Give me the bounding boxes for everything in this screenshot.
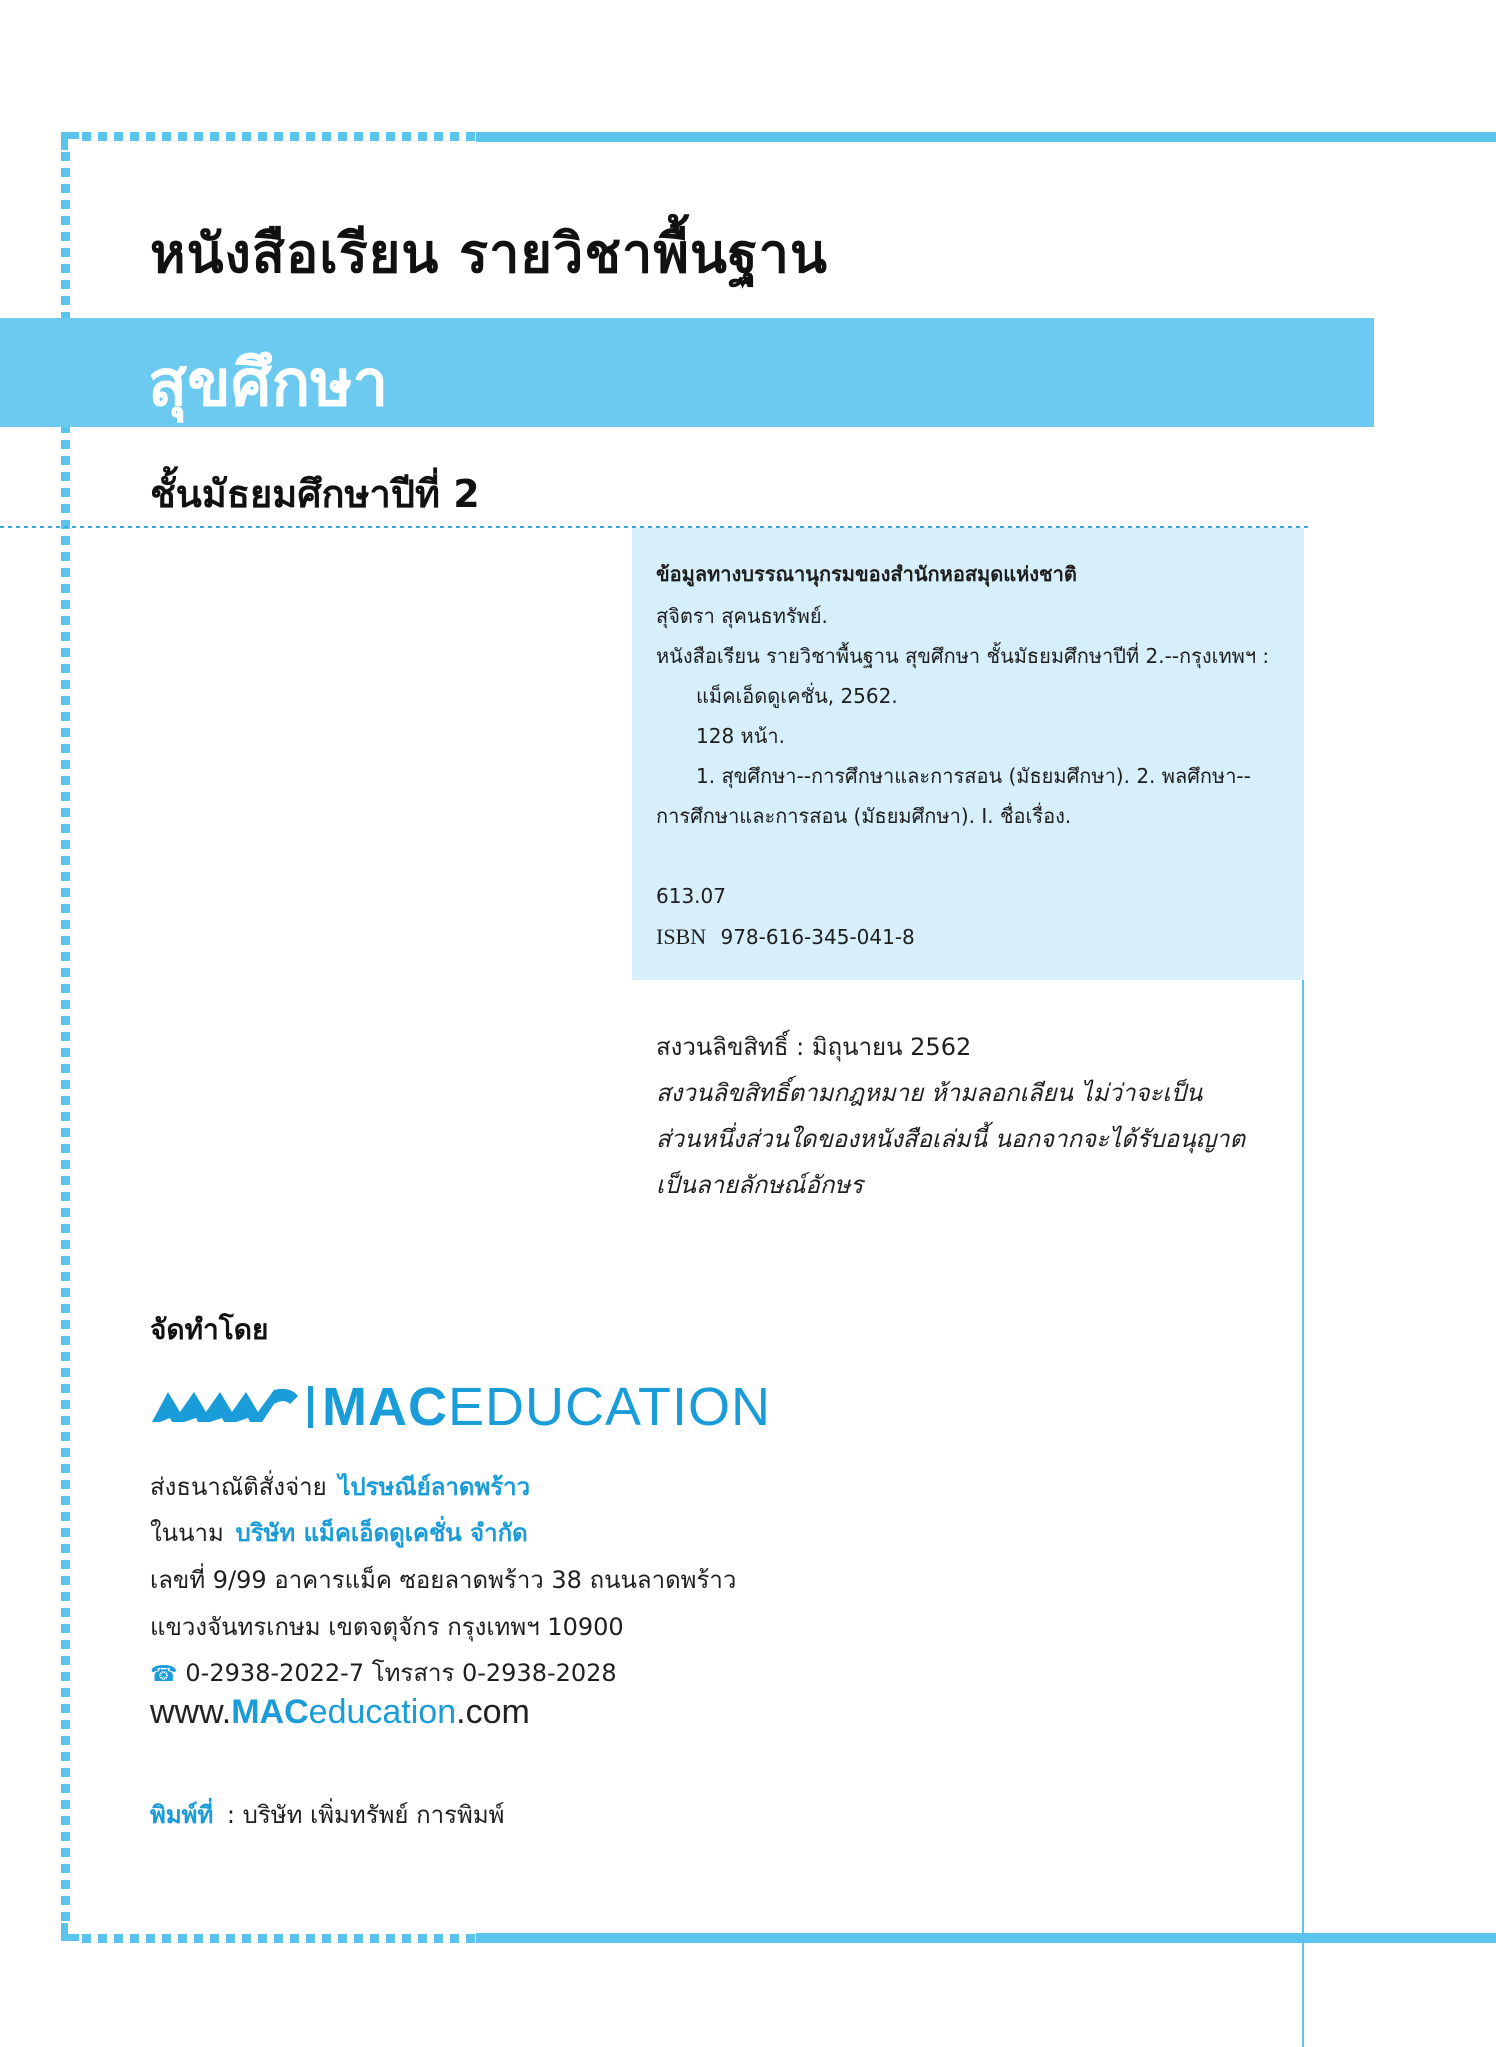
subject-banner [0,318,1374,427]
grade-level: ชั้นมัธยมศึกษาปีที่ 2 [150,472,480,516]
catalog-publisher: แม็คเอ็ดดูเคชั่น, 2562. [696,684,898,708]
phone-value: 0-2938-2022-7 โทรสาร 0-2938-2028 [185,1659,617,1687]
frame-top-dotted-border [82,132,476,141]
frame-right-thin-line [1302,980,1304,2047]
catalog-isbn [656,924,915,950]
name-prefix: ในนาม [150,1519,224,1547]
name-line [150,1513,528,1552]
frame-bottom-left-corner [61,1923,79,1941]
copyright-date: สงวนลิขสิทธิ์ : มิถุนายน 2562 [656,1033,972,1061]
address-line-1: เลขที่ 9/99 อาคารแม็ค ซอยลาดพร้าว 38 ถนนลาดพร้าว [150,1566,737,1594]
order-line [150,1467,530,1506]
name-value: บริษัท แม็คเอ็ดดูเคชั่น จำกัด [235,1519,528,1547]
isbn-label: ISBN [656,924,707,949]
catalog-pages: 128 หน้า. [696,724,785,748]
order-prefix: ส่งธนาณัติสั่งจ่าย [150,1473,327,1501]
catalog-subjects-2: การศึกษาและการสอน (มัธยมศึกษา). I. ชื่อเรื่อง. [656,804,1072,828]
catalog-heading: ข้อมูลทางบรรณานุกรมของสำนักหอสมุดแห่งชาติ [656,562,1077,586]
frame-top-left-corner [61,132,79,150]
printer-line [150,1795,504,1834]
url-prefix: www. [150,1693,232,1731]
logo-mac: MAC [322,1377,448,1437]
phone-icon: ☎ [150,1662,178,1687]
frame-bottom-solid-border [476,1933,1496,1943]
logo-education: EDUCATION [447,1377,771,1437]
subject-title: สุขศึกษา [148,347,389,421]
printer-label: พิมพ์ที่ [150,1801,214,1829]
frame-bottom-dotted-border [82,1934,476,1943]
copyright-notice-1: สงวนลิขสิทธิ์ตามกฎหมาย ห้ามลอกเลียน ไม่ว่าจะเป็น [656,1079,1203,1107]
producer-heading: จัดทำโดย [150,1313,269,1346]
book-series-title: หนังสือเรียน รายวิชาพื้นฐาน [150,222,828,285]
catalog-title: หนังสือเรียน รายวิชาพื้นฐาน สุขศึกษา ชั้นมัธยมศึกษาปีที่ 2.--กรุงเทพฯ : [656,644,1270,668]
url-bold: MAC [231,1693,309,1731]
order-value: ไปรษณีย์ลาดพร้าว [338,1473,531,1501]
catalog-author: สุจิตรา สุคนธทรัพย์. [656,604,828,628]
catalog-subjects-1: 1. สุขศึกษา--การศึกษาและการสอน (มัธยมศึกษา). 2. พลศึกษา-- [696,764,1251,788]
phone-line [150,1653,617,1692]
address-line-2: แขวงจันทรเกษม เขตจตุจักร กรุงเทพฯ 10900 [150,1613,624,1641]
url-mid: education [308,1693,457,1731]
catalog-box [632,528,1304,980]
logo-wordmark [322,1376,771,1438]
website-url[interactable] [150,1693,530,1732]
mac-education-logo [150,1372,790,1442]
url-suffix: .com [456,1693,530,1731]
catalog-classification: 613.07 [656,884,726,908]
copyright-notice-3: เป็นลายลักษณ์อักษร [656,1171,864,1199]
frame-top-solid-border [476,132,1496,142]
mac-logo-mark-icon [150,1382,300,1428]
copyright-notice-2: ส่วนหนึ่งส่วนใดของหนังสือเล่มนี้ นอกจากจะได้รับอนุญาต [656,1125,1246,1153]
isbn-value: 978-616-345-041-8 [720,925,915,949]
logo-divider [308,1386,313,1428]
printer-value: : บริษัท เพิ่มทรัพย์ การพิมพ์ [226,1801,505,1829]
